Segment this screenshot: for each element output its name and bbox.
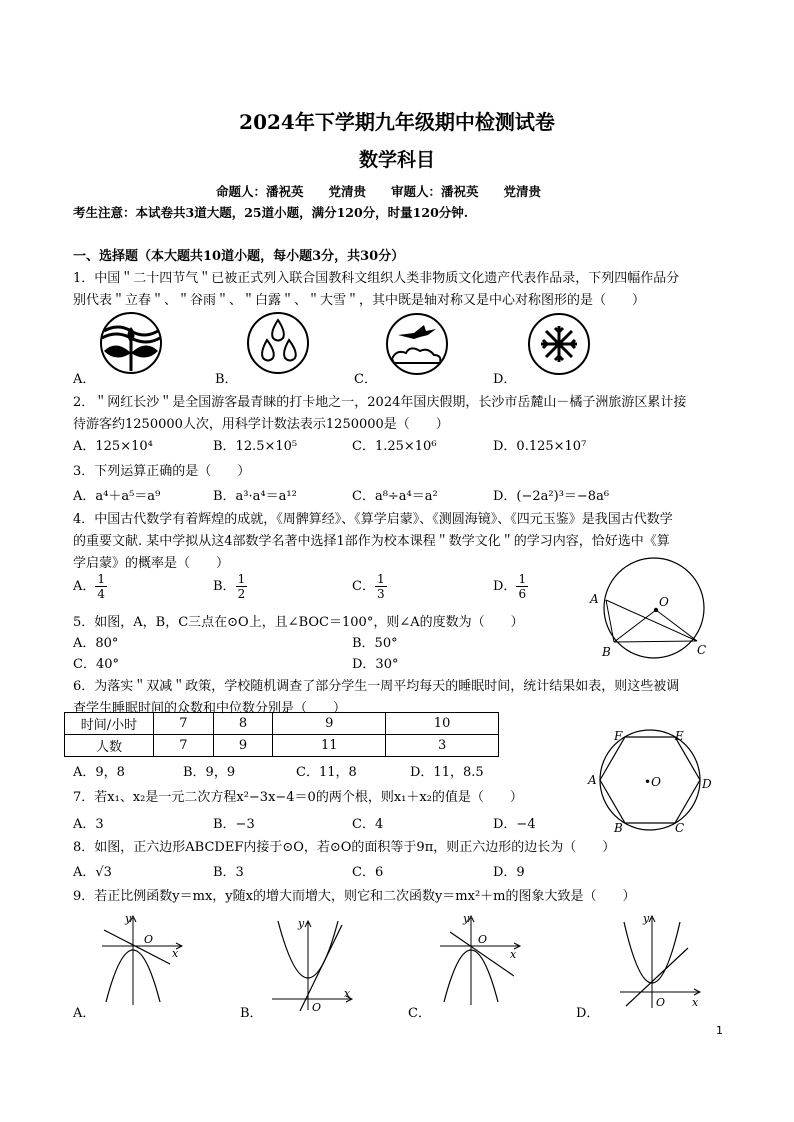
q9-b-y-label: y xyxy=(298,917,305,930)
q9-a-y-label: y xyxy=(125,912,132,925)
q8-label-c: C xyxy=(675,821,685,835)
q4-line2: 的重要文献. 某中学拟从这4部数学名著中选择1部作为校本课程＂数学文化＂的学习内容，恰好选中《算 xyxy=(73,534,670,549)
q9-d-o-label: O xyxy=(656,996,666,1009)
q1-option-a[interactable]: A． xyxy=(73,372,96,387)
q4-d-num: 1 xyxy=(518,572,527,586)
q4-d-den: 6 xyxy=(518,587,527,601)
q3-option-a[interactable]: A．a⁴＋a⁵＝a⁹ xyxy=(73,489,161,504)
q5-option-a[interactable]: A．80° xyxy=(73,636,119,651)
q6-option-b[interactable]: B．9，9 xyxy=(183,765,236,780)
q5-label-o: O xyxy=(659,595,669,609)
q3-option-c[interactable]: C．a⁸÷a⁴＝a² xyxy=(352,489,438,504)
q4-option-b-fraction xyxy=(236,572,248,601)
bailu-emblem-icon xyxy=(384,313,450,375)
q6-option-d[interactable]: D．11，8.5 xyxy=(410,765,484,780)
q5-option-d[interactable]: D．30° xyxy=(352,657,399,672)
q8-label-d: D xyxy=(702,777,712,791)
table-cell: 9 xyxy=(213,735,273,757)
table-row xyxy=(65,735,499,757)
exam-notice: 考生注意：本试卷共3道大题，25道小题，满分120分，时量120分钟. xyxy=(73,205,469,220)
q9-d-x-label: x xyxy=(692,996,699,1009)
q6-line2: 查学生睡眠时间的众数和中位数分别是（ ） xyxy=(73,701,347,716)
q2-option-d[interactable]: D．0.125×10⁷ xyxy=(493,439,587,454)
q4-a-den: 4 xyxy=(97,587,106,601)
q4-option-d-fraction xyxy=(516,572,528,601)
q9-option-a[interactable]: A． xyxy=(73,1006,96,1021)
q4-line3: 学启蒙》的概率是（ ） xyxy=(73,556,230,571)
q4-b-num: 1 xyxy=(237,572,246,586)
q5-line1: 5．如图，A，B，C三点在⊙O上，且∠BOC＝100°，则∠A的度数为（ ） xyxy=(73,615,524,630)
q7-option-b[interactable]: B．−3 xyxy=(213,817,255,832)
q4-option-d[interactable] xyxy=(493,572,528,601)
q5-label-c: C xyxy=(697,643,707,657)
q8-label-e: E xyxy=(675,729,684,743)
q4-c-num: 1 xyxy=(376,572,385,586)
table-cell: 8 xyxy=(213,713,273,735)
q1-option-c[interactable]: C． xyxy=(354,372,377,387)
q4-option-c-fraction xyxy=(375,572,387,601)
q9-option-d[interactable]: D． xyxy=(576,1006,600,1021)
q5-option-c[interactable]: C．40° xyxy=(73,657,119,672)
q1-line1: 1．中国＂二十四节气＂已被正式列入联合国教科文组织人类非物质文化遗产代表作品录，下列四幅作品分 xyxy=(73,271,680,286)
q9-graph-d xyxy=(616,910,706,1010)
q3-option-b[interactable]: B．a³·a⁴＝a¹² xyxy=(213,489,297,504)
authors-line: 命题人：潘祝英 党清贵 审题人：潘祝英 党清贵 xyxy=(216,184,542,199)
q1-option-b[interactable]: B． xyxy=(215,372,238,387)
q9-b-o-label: O xyxy=(312,1001,322,1014)
q2-option-b[interactable]: B．12.5×10⁵ xyxy=(213,439,298,454)
table-cell: 11 xyxy=(273,735,386,757)
q9-line1: 9．若正比例函数y＝mx，y随x的增大而增大，则它和二次函数y＝mx²＋m的图象大致是（ ） xyxy=(73,889,636,904)
q7-line1: 7．若x₁、x₂是一元二次方程x²−3x−4＝0的两个根，则x₁＋x₂的值是（ ） xyxy=(73,790,523,805)
q8-line1: 8．如图，正六边形ABCDEF内接于⊙O，若⊙O的面积等于9π，则正六边形的边长为（ ） xyxy=(73,840,616,855)
daxue-emblem-icon xyxy=(527,312,591,376)
q8-label-b: B xyxy=(614,821,623,835)
q7-option-a[interactable]: A．3 xyxy=(73,817,104,832)
q7-option-c[interactable]: C．4 xyxy=(352,817,384,832)
q9-option-b[interactable]: B． xyxy=(240,1006,263,1021)
q9-option-c[interactable]: C． xyxy=(408,1006,431,1021)
q9-a-o-label: O xyxy=(144,933,154,946)
q6-line1: 6．为落实＂双减＂政策，学校随机调查了部分学生一周平均每天的睡眠时间，统计结果如表，则这些被调 xyxy=(73,679,680,694)
q8-hexagon-figure xyxy=(588,728,710,834)
q2-line1: 2．＂网红长沙＂是全国游客最青睐的打卡地之一，2024年国庆假期，长沙市岳麓山－橘子洲旅游区累计接 xyxy=(73,395,687,410)
q6-option-a[interactable]: A．9，8 xyxy=(73,765,125,780)
table-cell: 7 xyxy=(154,735,214,757)
q4-option-a[interactable] xyxy=(73,572,107,601)
q9-b-x-label: x xyxy=(344,987,351,1000)
q9-graph-b xyxy=(268,915,358,1015)
q8-option-a[interactable]: A．√3 xyxy=(73,865,112,880)
q2-option-c[interactable]: C．1.25×10⁶ xyxy=(352,439,437,454)
q4-line1: 4．中国古代数学有着辉煌的成就，《周髀算经》、《算学启蒙》、《测圆海镜》、《四元玉鉴》是我国古代数学 xyxy=(73,512,673,527)
table-cell: 9 xyxy=(273,713,386,735)
table-cell: 7 xyxy=(154,713,214,735)
q4-option-a-fraction xyxy=(95,572,107,601)
q4-b-den: 2 xyxy=(237,587,246,601)
sleep-time-table xyxy=(64,712,499,757)
q3-line1: 3．下列运算正确的是（ ） xyxy=(73,464,251,479)
q2-line2: 待游客约1250000人次，用科学计数法表示1250000是（ ） xyxy=(73,417,449,432)
section-heading: 一、选择题（本大题共10道小题，每小题3分，共30分） xyxy=(73,249,405,264)
q5-option-b[interactable]: B．50° xyxy=(352,636,398,651)
subject-title: 数学科目 xyxy=(358,149,435,171)
table-cell: 人数 xyxy=(65,735,154,757)
table-row xyxy=(65,713,499,735)
q9-graph-c xyxy=(438,910,528,1010)
page-title: 2024年下学期九年级期中检测试卷 xyxy=(239,110,555,134)
q9-d-y-label: y xyxy=(643,912,650,925)
q9-graph-a xyxy=(100,910,190,1010)
table-cell: 3 xyxy=(386,735,499,757)
q4-option-c-label: C． xyxy=(352,579,375,594)
q9-c-y-label: y xyxy=(463,912,470,925)
q8-option-b[interactable]: B．3 xyxy=(213,865,244,880)
q1-option-d[interactable]: D． xyxy=(493,372,517,387)
page-number: 1 xyxy=(716,1024,723,1037)
q4-option-b-label: B． xyxy=(213,579,236,594)
q5-circle-figure xyxy=(590,558,708,662)
q8-option-c[interactable]: C．6 xyxy=(352,865,384,880)
q4-option-c[interactable] xyxy=(352,572,387,601)
q8-option-d[interactable]: D．9 xyxy=(493,865,525,880)
q6-option-c[interactable]: C．11，8 xyxy=(296,765,357,780)
q8-label-o: •O xyxy=(644,775,661,789)
guyu-emblem-icon xyxy=(245,310,311,376)
q8-label-f: F xyxy=(614,729,623,743)
q1-line2: 别代表＂立春＂、＂谷雨＂、＂白露＂、＂大雪＂，其中既是轴对称又是中心对称图形的是（ ） xyxy=(73,293,646,308)
q9-c-o-label: O xyxy=(478,933,488,946)
q9-a-x-label: x xyxy=(172,947,179,960)
table-cell: 时间/小时 xyxy=(65,713,154,735)
q9-c-x-label: x xyxy=(510,948,517,961)
q4-a-num: 1 xyxy=(97,572,106,586)
q5-label-a: A xyxy=(590,592,599,606)
table-cell: 10 xyxy=(386,713,499,735)
q5-label-b: B xyxy=(602,645,611,659)
q7-option-d[interactable]: D．−4 xyxy=(493,817,536,832)
lichun-emblem-icon xyxy=(98,313,168,373)
q4-option-a-label: A． xyxy=(73,579,96,594)
q4-option-b[interactable] xyxy=(213,572,247,601)
q2-option-a[interactable]: A．125×10⁴ xyxy=(73,439,153,454)
q4-c-den: 3 xyxy=(376,587,385,601)
q4-option-d-label: D． xyxy=(493,579,517,594)
q8-label-a: A xyxy=(588,773,597,787)
q3-option-d[interactable]: D．(−2a²)³＝−8a⁶ xyxy=(493,489,610,504)
